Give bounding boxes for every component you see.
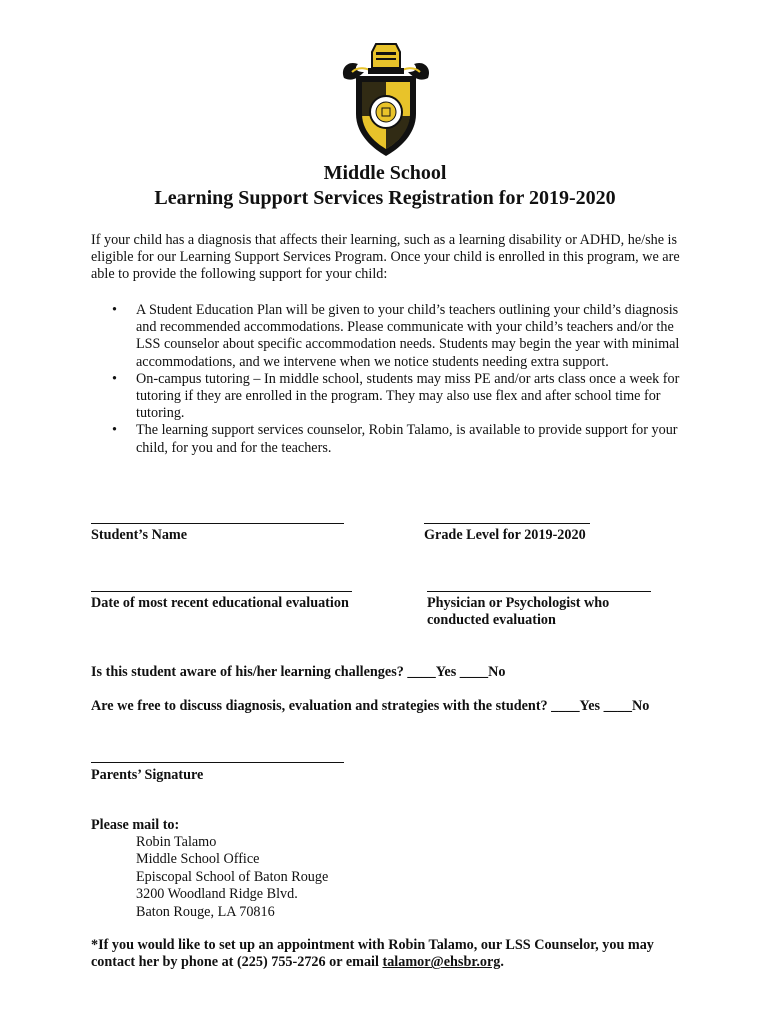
address-line: Robin Talamo xyxy=(136,834,217,850)
mail-heading: Please mail to: xyxy=(91,817,180,833)
mailing-address xyxy=(136,834,328,921)
bullet-icon: • xyxy=(112,302,117,318)
page-title-line2: Learning Support Services Registration for 2019-2020 xyxy=(154,187,616,209)
awareness-question[interactable]: Is this student aware of his/her learning challenges? ____Yes ____No xyxy=(91,664,506,680)
student-name-label: Student’s Name xyxy=(91,527,188,543)
physician-field[interactable] xyxy=(427,591,651,592)
bullet-icon: • xyxy=(112,422,117,439)
address-line: Middle School Office xyxy=(136,851,260,868)
student-name-field[interactable] xyxy=(91,523,344,524)
address-line: Episcopal School of Baton Rouge xyxy=(136,868,329,885)
list-item: • On-campus tutoring – In middle school, students may miss PE and/or arts class once a week for tutoring if they are enrolled in the program. They may also use flex and after school time for tutoring. xyxy=(112,370,680,422)
eval-date-field[interactable] xyxy=(91,591,352,592)
address-line: 3200 Woodland Ridge Blvd. xyxy=(136,886,298,903)
school-crest-logo xyxy=(338,38,434,160)
email-link[interactable]: talamor@ehsbr.org xyxy=(382,954,501,971)
grade-level-label: Grade Level for 2019-2020 xyxy=(424,527,586,543)
appointment-note: *If you would like to set up an appointment with Robin Talamo, our LSS Counselor, you may contact her by phone at (225) 755-2726 or email talamor@ehsbr.org. xyxy=(91,937,654,971)
bullet-icon: • xyxy=(112,370,117,387)
support-list xyxy=(112,302,692,457)
address-line: Baton Rouge, LA 70816 xyxy=(136,903,275,920)
list-item: • The learning support services counselor, Robin Talamo, is available to provide support for your child, for you and for the teachers. xyxy=(112,422,678,456)
eval-date-label: Date of most recent educational evaluation xyxy=(91,595,349,611)
physician-label: Physician or Psychologist who conducted evaluation xyxy=(427,595,610,629)
intro-paragraph: If your child has a diagnosis that affects their learning, such as a learning disability or ADHD, he/she is eligible for our Learning Support Services Program. Once your child is enrolled in this program, we are able to provide the following support for your child: xyxy=(91,232,680,283)
grade-level-field[interactable] xyxy=(424,523,590,524)
list-item: • A Student Education Plan will be given to your child’s teachers outlining your child’s diagnosis and recommended accommodations. Please communicate with your child’s teachers and/or the LSS counselor about specific accommodation needs. Students may begin the year with minimal accommodations, and we intervene when we notice students needing extra support. xyxy=(112,302,680,370)
parents-signature-label: Parents’ Signature xyxy=(91,767,204,783)
page-title-line1: Middle School xyxy=(323,162,447,184)
parents-signature-field[interactable] xyxy=(91,762,344,763)
discuss-question[interactable]: Are we free to discuss diagnosis, evaluation and strategies with the student? ____Yes ____No xyxy=(91,698,650,714)
